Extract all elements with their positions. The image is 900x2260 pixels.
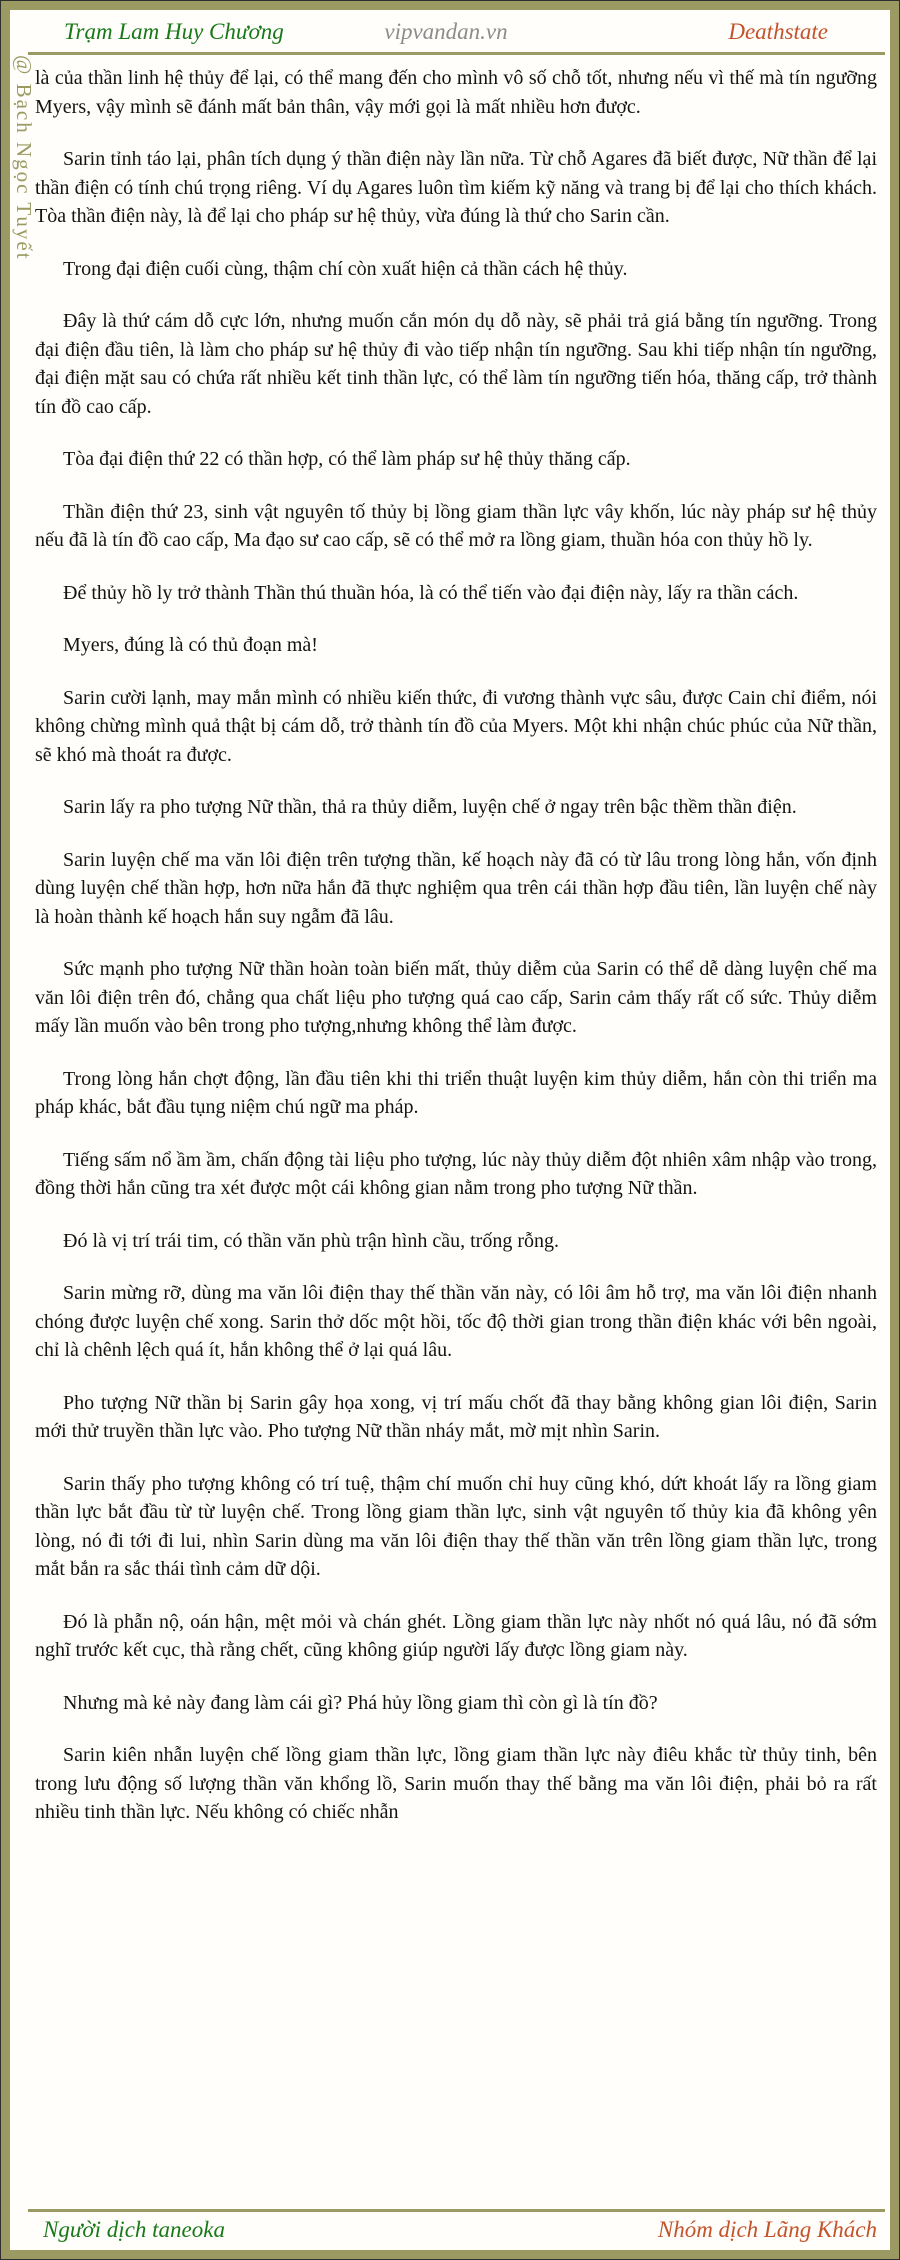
- paragraph: Để thủy hồ ly trở thành Thần thú thuần hóa, là có thể tiến vào đại điện này, lấy ra thần cách.: [63, 581, 799, 604]
- paragraph: Tòa đại điện thứ 22 có thần hợp, có thể làm pháp sư hệ thủy thăng cấp.: [63, 448, 631, 470]
- paragraph: Sức mạnh pho tượng Nữ thần hoàn toàn biến mất, thủy diễm của Sarin có thể dễ dàng luyện chế ma văn lôi điện trên đó, chẳng qua chất liệu pho tượng quá cao cấp, Sarin cảm thấy rất cố sức. Thủy diễm mấy lần muốn vào bên trong pho tượng,nhưng không thể làm được.: [35, 958, 877, 1037]
- paragraph: Trong lòng hắn chợt động, lần đầu tiên khi thi triển thuật luyện kim thủy diễm, hắn còn thi triển ma pháp khác, bắt đầu tụng niệm chú ngữ ma pháp.: [35, 1067, 877, 1118]
- paragraph: là của thần linh hệ thủy để lại, có thể mang đến cho mình vô số chỗ tốt, nhưng nếu vì thế mà tín ngưỡng Myers, vậy mình sẽ đánh mất bản thân, vậy mới gọi là mất nhiều hơn được.: [35, 67, 877, 118]
- translator-credit: Người dịch taneoka: [43, 2217, 225, 2242]
- author-watermark: @ Bạch Ngọc Tuyết: [12, 55, 36, 261]
- paragraph: Myers, đúng là có thủ đoạn mà!: [63, 634, 318, 656]
- paragraph: Đó là vị trí trái tim, có thần văn phù trận hình cầu, trống rỗng.: [63, 1229, 559, 1252]
- paragraph: Trong đại điện cuối cùng, thậm chí còn xuất hiện cả thần cách hệ thủy.: [63, 257, 628, 280]
- paragraph: Sarin luyện chế ma văn lôi điện trên tượng thần, kế hoạch này đã có từ lâu trong lòng hắn, vốn định dùng luyện chế thần hợp, hơn nữa hắn đã thực nghiệm qua trên cái thần hợp đầu tiên, lần luyện chế này là hoàn thành kế hoạch hắn suy ngẫm đã lâu.: [35, 848, 877, 928]
- chapter-title: Trạm Lam Huy Chương: [64, 19, 284, 44]
- page-footer: [10, 2204, 890, 2250]
- reader-page: [10, 10, 890, 2250]
- paragraph: Thần điện thứ 23, sinh vật nguyên tố thủy bị lồng giam thần lực vây khốn, lúc này pháp sư hệ thủy nếu đã là tín đồ cao cấp, Ma đạo sư cao cấp, sẽ có thể mở ra lồng giam, thuần hóa con thủy hồ ly.: [35, 500, 877, 551]
- paragraph: Đó là phẫn nộ, oán hận, mệt mỏi và chán ghét. Lồng giam thần lực này nhốt nó quá lâu, nó đã sớm nghĩ trước kết cục, thà rằng chết, cũng không giúp người lấy được lồng giam này.: [35, 1610, 877, 1661]
- paragraph: Sarin mừng rỡ, dùng ma văn lôi điện thay thế thần văn này, có lôi âm hỗ trợ, ma văn lôi điện nhanh chóng được luyện chế xong. Sarin thở dốc một hồi, tốc độ thời gian trong thần điện khác với bên ngoài, chỉ là chênh lệch quá ít, hắn không thể ở lại quá lâu.: [35, 1282, 877, 1361]
- paragraph: Sarin lấy ra pho tượng Nữ thần, thả ra thủy diễm, luyện chế ở ngay trên bậc thềm thần điện.: [63, 796, 797, 818]
- site-watermark: vipvandan.vn: [384, 19, 508, 44]
- paragraph: Đây là thứ cám dỗ cực lớn, nhưng muốn cắn món dụ dỗ này, sẽ phải trả giá bằng tín ngưỡng. Trong đại điện đầu tiên, là làm cho pháp sư hệ thủy đi vào tiếp nhận tín ngưỡng. Sau khi tiếp nhận tín ngưỡng, đại điện mặt sau có chứa rất nhiều kết tinh thần lực, có thể làm tín ngưỡng tiến hóa, thăng cấp, trở thành tín đồ cao cấp.: [35, 310, 877, 418]
- paragraph: Pho tượng Nữ thần bị Sarin gây họa xong, vị trí mấu chốt đã thay bằng không gian lôi điện, Sarin mới thử truyền thần lực vào. Pho tượng Nữ thần nháy mắt, mờ mịt nhìn Sarin.: [35, 1391, 877, 1442]
- paragraph: Sarin thấy pho tượng không có trí tuệ, thậm chí muốn chỉ huy cũng khó, dứt khoát lấy ra lồng giam thần lực bắt đầu từ từ luyện chế. Trong lồng giam thần lực, sinh vật nguyên tố thủy kia đã không yên lòng, nó đi tới đi lui, nhìn Sarin dùng ma văn lôi điện thay thế thần văn trên lồng giam thần lực, trong mắt bắn ra sắc thái tình cảm dữ dội.: [35, 1472, 877, 1580]
- translation-group-credit: Nhóm dịch Lãng Khách: [657, 2217, 877, 2242]
- page-header: [10, 10, 890, 47]
- chapter-text: [10, 55, 890, 1827]
- paragraph: Tiếng sấm nổ ầm ầm, chấn động tài liệu pho tượng, lúc này thủy diễm đột nhiên xâm nhập vào trong, đồng thời hắn cũng tra xét được một cái không gian nằm trong pho tượng Nữ thần.: [35, 1148, 877, 1199]
- paragraph: Nhưng mà kẻ này đang làm cái gì? Phá hủy lồng giam thì còn gì là tín đồ?: [63, 1691, 658, 1714]
- book-title: Deathstate: [728, 19, 829, 44]
- paragraph: Sarin cười lạnh, may mắn mình có nhiều kiến thức, đi vương thành vực sâu, được Cain chỉ điểm, nói không chừng mình quả thật bị cám dỗ, trở thành tín đồ của Myers. Một khi nhận chúc phúc của Nữ thần, sẽ khó mà thoát ra được.: [35, 686, 877, 766]
- paragraph: Sarin kiên nhẫn luyện chế lồng giam thần lực, lồng giam thần lực này điêu khắc từ thủy tinh, bên trong lưu động số lượng thần văn khổng lồ, Sarin muốn thay thế bằng ma văn lôi điện, phải bỏ ra rất nhiều tinh thần lực. Nếu không có chiếc nhẫn: [35, 1744, 877, 1823]
- paragraph: Sarin tỉnh táo lại, phân tích dụng ý thần điện này lần nữa. Từ chỗ Agares đã biết được, Nữ thần để lại thần điện có tính chú trọng riêng. Ví dụ Agares luôn tìm kiếm kỹ năng và trang bị để lại cho thích khách. Tòa thần điện này, là để lại cho pháp sư hệ thủy, vừa đúng là thứ cho Sarin cần.: [35, 148, 877, 227]
